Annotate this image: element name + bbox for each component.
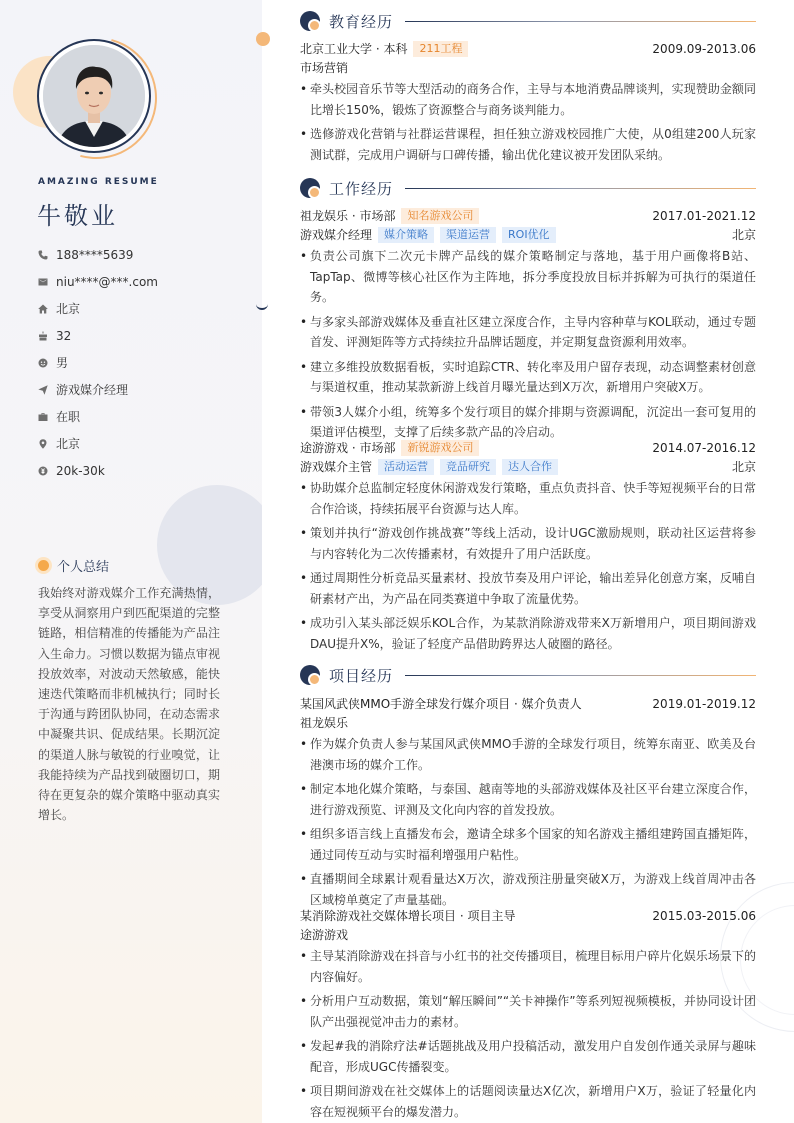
education-entry bbox=[300, 39, 756, 169]
school-tag: 211工程 bbox=[413, 41, 468, 57]
job-city: 北京 bbox=[731, 460, 756, 474]
list-item: • 通过周期性分析竞品买量素材、投放节奏及用户评论，输出差异化创意方案，反哺自研素材产出，为产品在同类赛道中争取了流量优势。 bbox=[300, 568, 756, 609]
gender-icon bbox=[38, 358, 48, 368]
info-age bbox=[38, 322, 158, 349]
company-row bbox=[300, 206, 756, 225]
city-text: 北京 bbox=[56, 437, 81, 451]
major-row bbox=[300, 58, 756, 77]
info-city bbox=[38, 430, 158, 457]
position-text: 游戏媒介经理 bbox=[56, 383, 129, 397]
email-icon bbox=[38, 277, 48, 287]
skill-tag: 媒介策略 bbox=[378, 227, 434, 243]
project-name: 某消除游戏社交媒体增长项目 · 项目主导 bbox=[300, 909, 516, 923]
project-org: 途游游戏 bbox=[300, 928, 349, 942]
project-org-row bbox=[300, 713, 756, 732]
work-title: 工作经历 bbox=[329, 179, 394, 198]
company-name: 途游游戏 · 市场部 bbox=[300, 441, 396, 455]
contact-info-list bbox=[38, 241, 158, 484]
education-bullets bbox=[300, 79, 756, 165]
job-position: 游戏媒介经理 bbox=[300, 228, 373, 242]
list-item: • 负责公司旗下二次元卡牌产品线的媒介策略制定与落地，基于用户画像将B站、TapTap、微博等核心社区作为主阵地，拆分季度投放目标并拆解为可执行的渠道任务。 bbox=[300, 246, 756, 308]
project-org-row bbox=[300, 925, 756, 944]
list-item: • 牵头校园音乐节等大型活动的商务合作，主导与本地消费品牌谈判，实现赞助金额同比增长150%，锻炼了资源整合与商务谈判能力。 bbox=[300, 79, 756, 120]
project-name: 某国风武侠MMO手游全球发行媒介项目 · 媒介负责人 bbox=[300, 697, 582, 711]
info-position bbox=[38, 376, 158, 403]
list-item: • 与多家头部游戏媒体及垂直社区建立深度合作，主导内容种草与KOL联动，通过专题首发、评测矩阵等方式持续拉升品牌话题度，并定期复盘资源利用效率。 bbox=[300, 312, 756, 353]
info-gender bbox=[38, 349, 158, 376]
company-row bbox=[300, 438, 756, 457]
section-icon bbox=[300, 11, 320, 31]
project-bullets bbox=[300, 946, 756, 1122]
project-bullets bbox=[300, 734, 756, 910]
job-bullets bbox=[300, 478, 756, 654]
projects-section-header bbox=[300, 664, 756, 686]
salary-icon bbox=[38, 466, 48, 476]
projects-title: 项目经历 bbox=[329, 666, 394, 685]
list-item: • 组织多语言线上直播发布会，邀请全球多个国家的知名游戏主播组建跨国直播矩阵，通过同传互动与实时福利增强用户粘性。 bbox=[300, 824, 756, 865]
avatar-frame bbox=[37, 39, 151, 153]
info-status bbox=[38, 403, 158, 430]
list-item: • 发起#我的消除疗法#话题挑战及用户投稿活动，激发用户自发创作通关录屏与趣味配音，形成UGC传播裂变。 bbox=[300, 1036, 756, 1077]
company-name: 祖龙娱乐 · 市场部 bbox=[300, 209, 396, 223]
project-row bbox=[300, 906, 756, 925]
job-position: 游戏媒介主管 bbox=[300, 460, 373, 474]
skill-tag: ROI优化 bbox=[502, 227, 556, 243]
avatar bbox=[43, 45, 145, 147]
skill-tag: 竞品研究 bbox=[440, 459, 496, 475]
section-icon bbox=[300, 178, 320, 198]
home-icon bbox=[38, 304, 48, 314]
list-item: • 协助媒介总监制定轻度休闲游戏发行策略，重点负责抖音、快手等短视频平台的日常合作洽谈，持续拓展平台资源与达人库。 bbox=[300, 478, 756, 519]
gender-text: 男 bbox=[56, 356, 69, 370]
home-text: 北京 bbox=[56, 302, 81, 316]
education-title: 教育经历 bbox=[329, 12, 394, 31]
decorative-arc bbox=[256, 298, 268, 310]
decorative-dot bbox=[256, 32, 270, 46]
section-divider bbox=[405, 188, 756, 189]
info-home bbox=[38, 295, 158, 322]
location-icon bbox=[38, 439, 48, 449]
project-row bbox=[300, 694, 756, 713]
work-entry-1 bbox=[300, 206, 756, 447]
list-item: • 直播期间全球累计观看量达X万次，游戏预注册量突破X万，为游戏上线首周冲击各区域榜单奠定了声量基础。 bbox=[300, 869, 756, 910]
send-icon bbox=[38, 385, 48, 395]
list-item: • 策划并执行“游戏创作挑战赛”等线上活动，设计UGC激励规则，联动社区运营将参与内容转化为二次传播素材，有效提升了用户活跃度。 bbox=[300, 523, 756, 564]
company-tag: 新锐游戏公司 bbox=[401, 440, 479, 456]
school-name: 北京工业大学 · 本科 bbox=[300, 42, 408, 56]
summary-heading bbox=[38, 556, 109, 575]
summary-text: 我始终对游戏媒介工作充满热情，享受从洞察用户到匹配渠道的完整链路，相信精准的传播能为产品注入生命力。习惯以数据为锚点审视投放效率，对波动天然敏感，能快速迭代策略而非机械执行；同时长于沟通与跨团队协同，在动态需求中凝聚共识、促成结果。长期沉淀的渠道人脉与敏锐的行业嗅觉，让我能持续为产品找到破圈切口，期待在更复杂的媒介策略中驱动真实增长。 bbox=[38, 586, 220, 823]
skill-tag: 渠道运营 bbox=[440, 227, 496, 243]
project-entry-2 bbox=[300, 906, 756, 1123]
list-item: • 项目期间游戏在社交媒体上的话题阅读量达X亿次，新增用户X万，验证了轻量化内容在短视频平台的爆发潜力。 bbox=[300, 1081, 756, 1122]
company-tag: 知名游戏公司 bbox=[401, 208, 479, 224]
work-entry-2 bbox=[300, 438, 756, 658]
job-period: 2017.01-2021.12 bbox=[652, 208, 756, 223]
project-period: 2015.03-2015.06 bbox=[652, 908, 756, 923]
age-text: 32 bbox=[56, 328, 72, 343]
info-phone bbox=[38, 241, 158, 268]
email-text: niu****@***.com bbox=[56, 274, 158, 289]
info-salary bbox=[38, 457, 158, 484]
list-item: • 分析用户互动数据，策划“解压瞬间”“关卡神操作”等系列短视频模板，并协同设计团队产出强视觉冲击力的素材。 bbox=[300, 991, 756, 1032]
project-period: 2019.01-2019.12 bbox=[652, 696, 756, 711]
list-item: • 建立多维投放数据看板，实时追踪CTR、转化率及用户留存表现，动态调整素材创意与渠道权重，推动某款新游上线首月曝光量达到X万次，新增用户突破X万。 bbox=[300, 357, 756, 398]
job-city: 北京 bbox=[731, 228, 756, 242]
sidebar bbox=[0, 0, 262, 1123]
section-icon bbox=[300, 665, 320, 685]
position-row bbox=[300, 225, 756, 244]
list-item: • 作为媒介负责人参与某国风武侠MMO手游的全球发行项目，统筹东南亚、欧美及台港澳市场的媒介工作。 bbox=[300, 734, 756, 775]
major: 市场营销 bbox=[300, 61, 349, 75]
job-bullets bbox=[300, 246, 756, 443]
project-org: 祖龙娱乐 bbox=[300, 716, 349, 730]
candidate-name: 牛敬业 bbox=[37, 202, 118, 230]
list-item: • 带领3人媒介小组，统筹多个发行项目的媒介排期与资源调配，沉淀出一套可复用的渠道评估模型，支撑了后续多款产品的冷启动。 bbox=[300, 402, 756, 443]
skill-tag: 达人合作 bbox=[502, 459, 558, 475]
summary-title: 个人总结 bbox=[57, 560, 110, 575]
list-item: • 选修游戏化营销与社群运营课程，担任独立游戏校园推广大使，从0组建200人玩家测试群，完成用户调研与口碑传播，输出优化建议被开发团队采纳。 bbox=[300, 124, 756, 165]
briefcase-icon bbox=[38, 412, 48, 422]
info-email bbox=[38, 268, 158, 295]
list-item: • 制定本地化媒介策略，与泰国、越南等地的头部游戏媒体及社区平台建立深度合作，进行游戏预览、评测及文化向内容的首发投放。 bbox=[300, 779, 756, 820]
cake-icon bbox=[38, 331, 48, 341]
skill-tag: 活动运营 bbox=[378, 459, 434, 475]
phone-icon bbox=[38, 250, 48, 260]
phone-text: 188****5639 bbox=[56, 247, 134, 262]
education-section-header bbox=[300, 10, 756, 32]
section-divider bbox=[405, 675, 756, 676]
education-row bbox=[300, 39, 756, 58]
project-entry-1 bbox=[300, 694, 756, 914]
list-item: • 成功引入某头部泛娱乐KOL合作，为某款消除游戏带来X万新增用户，项目期间游戏DAU提升X%，验证了轻度产品借助跨界达人破圈的路径。 bbox=[300, 613, 756, 654]
salary-text: 20k-30k bbox=[56, 463, 105, 478]
section-divider bbox=[405, 21, 756, 22]
status-text: 在职 bbox=[56, 410, 81, 424]
job-period: 2014.07-2016.12 bbox=[652, 440, 756, 455]
education-period: 2009.09-2013.06 bbox=[652, 41, 756, 56]
bullet-dot-icon bbox=[38, 560, 49, 571]
position-row bbox=[300, 457, 756, 476]
resume-tagline: AMAZING RESUME bbox=[38, 177, 159, 187]
list-item: • 主导某消除游戏在抖音与小红书的社交传播项目，梳理目标用户碎片化娱乐场景下的内容偏好。 bbox=[300, 946, 756, 987]
work-section-header bbox=[300, 177, 756, 199]
